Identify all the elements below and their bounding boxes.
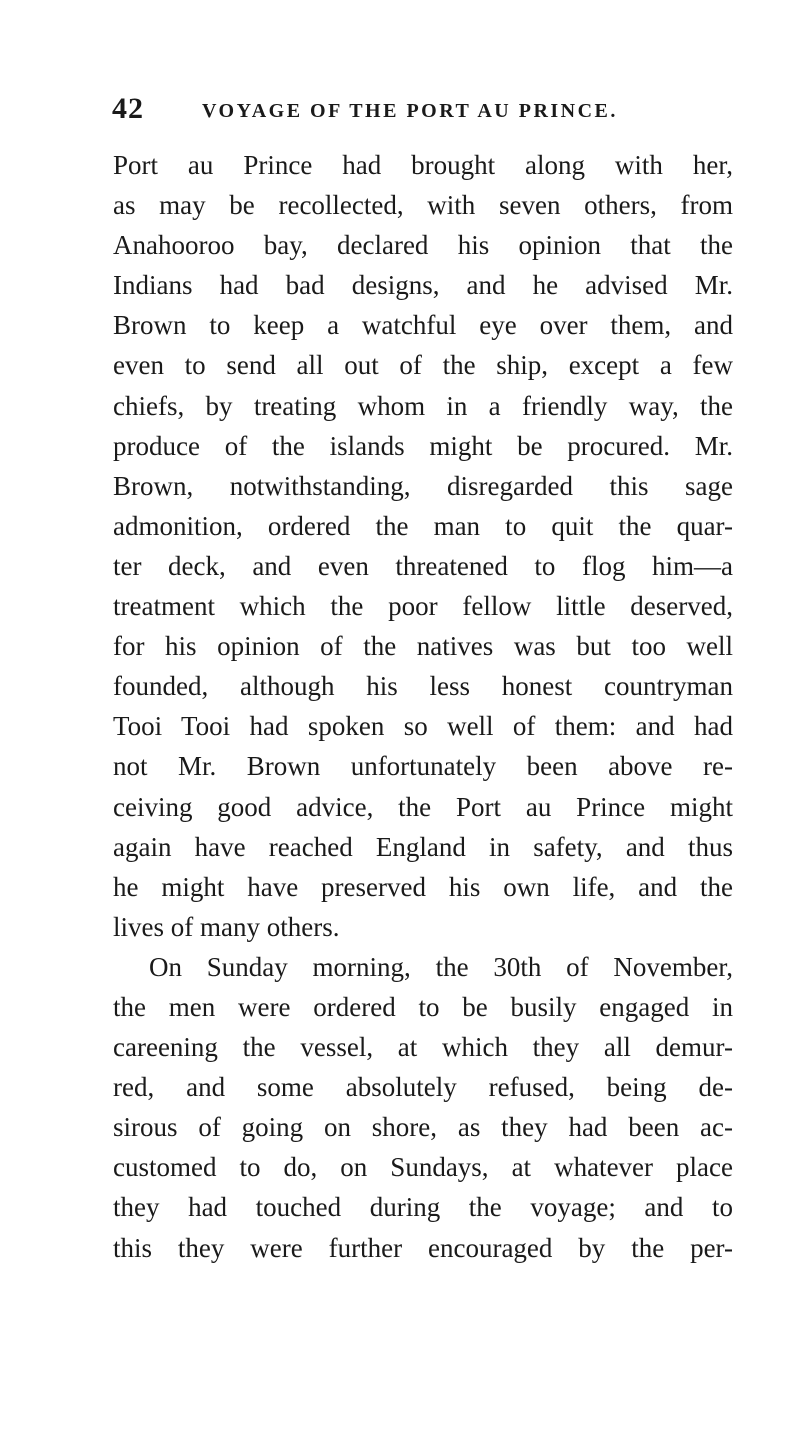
text-line: red, and some absolutely refused, being de- [113,1072,733,1103]
text-line: even to send all out of the ship, except a few [113,350,733,381]
paragraph-start-line: On Sunday morning, the 30th of November, [149,951,733,982]
text-line: sirous of going on shore, as they had been ac- [113,1112,733,1143]
text-line: careening the vessel, at which they all demur- [113,1032,733,1063]
text-line: Anahooroo bay, declared his opinion that the [113,230,733,261]
text-line: Tooi Tooi had spoken so well of them: and had [113,711,733,742]
page-header [112,92,712,132]
running-head: VOYAGE OF THE PORT AU PRINCE. [202,100,618,122]
body-text [113,145,733,1268]
text-line: not Mr. Brown unfortunately been above re- [113,751,733,782]
text-line: he might have preserved his own life, and the [113,871,733,902]
text-line: the men were ordered to be busily engaged in [113,991,733,1022]
text-line: produce of the islands might be procured. Mr. [113,430,733,461]
text-line: Indians had bad designs, and he advised Mr. [113,270,733,301]
text-line: as may be recollected, with seven others, from [113,190,733,221]
text-line: Brown, notwithstanding, disregarded this sage [113,470,733,501]
text-line: customed to do, on Sundays, at whatever place [113,1152,733,1183]
page-number: 42 [112,92,144,125]
text-line: again have reached England in safety, and thus [113,831,733,862]
text-line: Port au Prince had brought along with her, [113,150,733,180]
text-line: chiefs, by treating whom in a friendly way, the [113,390,733,421]
text-line: this they were further encouraged by the per- [113,1232,733,1263]
text-line: ter deck, and even threatened to flog him—a [113,550,733,581]
text-line: treatment which the poor fellow little deserved, [113,591,733,622]
text-line: admonition, ordered the man to quit the quar- [113,510,733,541]
paragraph-end-line: lives of many others. [113,911,340,942]
text-line: ceiving good advice, the Port au Prince might [113,791,733,822]
text-line: for his opinion of the natives was but too well [113,631,733,662]
text-line: they had touched during the voyage; and to [113,1192,733,1223]
text-line: founded, although his less honest countryman [113,671,733,702]
text-line: Brown to keep a watchful eye over them, and [113,310,733,341]
